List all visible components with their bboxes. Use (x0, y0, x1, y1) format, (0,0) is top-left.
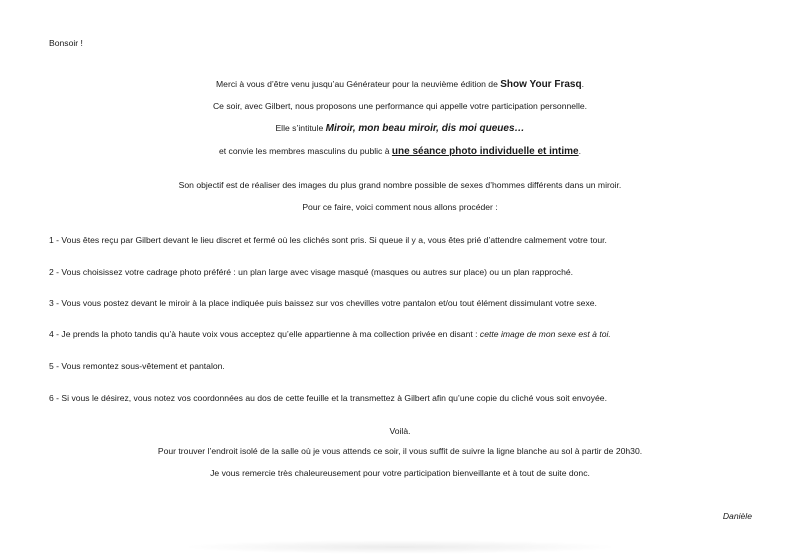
closing-line-3: Je vous remercie très chaleureusement pour votre participation bienveillante et à tout de suite donc. (210, 468, 590, 478)
photo-session-highlight: une séance photo individuelle et intime (391, 146, 579, 157)
greeting: Bonsoir ! (49, 38, 83, 48)
closing-line-1: Voilà. (389, 426, 411, 436)
intro-line-1-text: Merci à vous d’être venu jusqu’au Générateur pour la neuvième édition de (216, 79, 501, 89)
intro-line-4-end: . (578, 146, 581, 156)
intro-line-3-text: Elle s’intitule (275, 123, 326, 133)
step-6: 6 - Si vous le désirez, vous notez vos coordonnées au dos de cette feuille et la transmettez à Gilbert afin qu’une copie du cliché vous soit envoyée. (49, 393, 607, 403)
intro-line-4 (0, 145, 800, 158)
step-3: 3 - Vous vous postez devant le miroir à la place indiquée puis baissez sur vos chevilles votre pantalon et/ou tout élément dissimulant votre sexe. (49, 298, 597, 308)
step-2: 2 - Vous choisissez votre cadrage photo préféré : un plan large avec visage masqué (masques ou autres sur place) ou un plan rapproché. (49, 267, 574, 277)
intro-line-1 (0, 78, 800, 91)
step-5: 5 - Vous remontez sous-vêtement et pantalon. (49, 361, 225, 371)
intro-line-3 (0, 122, 800, 135)
page-bottom-shadow (180, 540, 620, 554)
objective-line-2: Pour ce faire, voici comment nous allons procéder : (302, 202, 498, 212)
event-name: Show Your Frasq (500, 79, 582, 90)
intro-line-2: Ce soir, avec Gilbert, nous proposons une performance qui appelle votre participation personnelle. (212, 101, 588, 111)
step-4-phrase: cette image de mon sexe est à toi. (479, 329, 611, 339)
signature: Danièle (722, 511, 752, 521)
objective-line-1: Son objectif est de réaliser des images du plus grand nombre possible de sexes d’hommes différents dans un miroir. (178, 180, 622, 190)
intro-line-1-end: . (581, 79, 584, 89)
step-4 (49, 328, 611, 340)
intro-line-4-text: et convie les membres masculins du public à (218, 146, 392, 156)
closing-line-2: Pour trouver l’endroit isolé de la salle où je vous attends ce soir, il vous suffit de suivre la ligne blanche au sol à partir de 20h30. (157, 446, 643, 456)
step-4-text: 4 - Je prends la photo tandis qu’à haute voix vous acceptez qu’elle appartienne à ma collection privée en disant : (49, 329, 480, 339)
performance-title: Miroir, mon beau miroir, dis moi queues… (325, 123, 525, 134)
step-1: 1 - Vous êtes reçu par Gilbert devant le lieu discret et fermé où les clichés sont pris. Si queue il y a, vous êtes prié d’attendre calmement votre tour. (49, 235, 607, 245)
